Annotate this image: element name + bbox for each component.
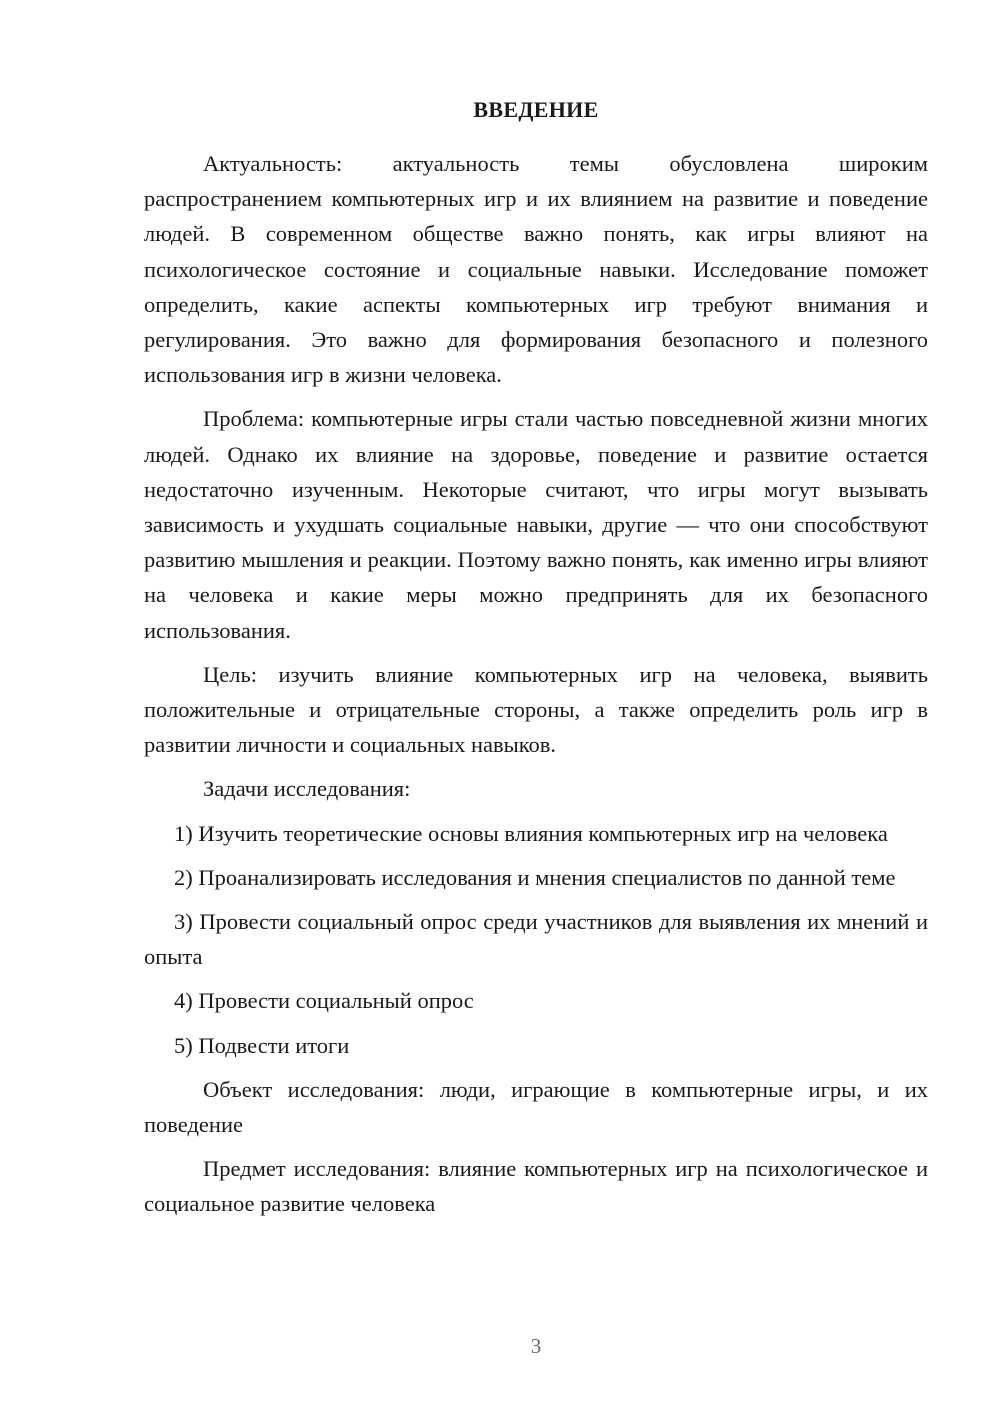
tasks-heading: Задачи исследования: — [203, 776, 411, 802]
task-item-2: 2) Проанализировать исследования и мнения специалистов по данной теме — [174, 864, 896, 890]
task-item-1: 1) Изучить теоретические основы влияния компьютерных игр на человека — [174, 820, 888, 846]
task-item-4: 4) Провести социальный опрос — [174, 988, 474, 1014]
document-body — [144, 96, 928, 1222]
task-item-5: 5) Подвести итоги — [174, 1032, 350, 1058]
object-paragraph: Объект исследования: люди, играющие в компьютерные игры, и их поведение — [144, 1076, 928, 1138]
goal-paragraph: Цель: изучить влияние компьютерных игр на человека, выявить положительные и отрицательные стороны, а также определить роль игр в развитии личности и социальных навыков. — [144, 661, 928, 758]
task-item-3: 3) Провести социальный опрос среди участников для выявления их мнений и опыта — [144, 909, 928, 970]
relevance-paragraph: Актуальность: актуальность темы обусловлена широким распространением компьютерных игр и их влиянием на развитие и поведение людей. В современном обществе важно понять, как игры влияют на психологическое состояние и социальные навыки. Исследование поможет определить, какие аспекты компьютерных игр требуют внимания и регулирования. Это важно для формирования безопасного и полезного использования игр в жизни человека. — [144, 151, 928, 388]
section-heading: ВВЕДЕНИЕ — [473, 97, 599, 122]
subject-paragraph: Предмет исследования: влияние компьютерных игр на психологическое и социальное развитие человека — [144, 1156, 928, 1217]
page-number: 3 — [530, 1334, 542, 1358]
problem-paragraph: Проблема: компьютерные игры стали частью повседневной жизни многих людей. Однако их влияние на здоровье, поведение и развитие остается недостаточно изученным. Некоторые считают, что игры могут вызывать зависимость и ухудшать социальные навыки, другие — что они способствуют развитию мышления и реакции. Поэтому важно понять, как именно игры влияют на человека и какие меры можно предпринять для их безопасного использования. — [144, 406, 928, 643]
